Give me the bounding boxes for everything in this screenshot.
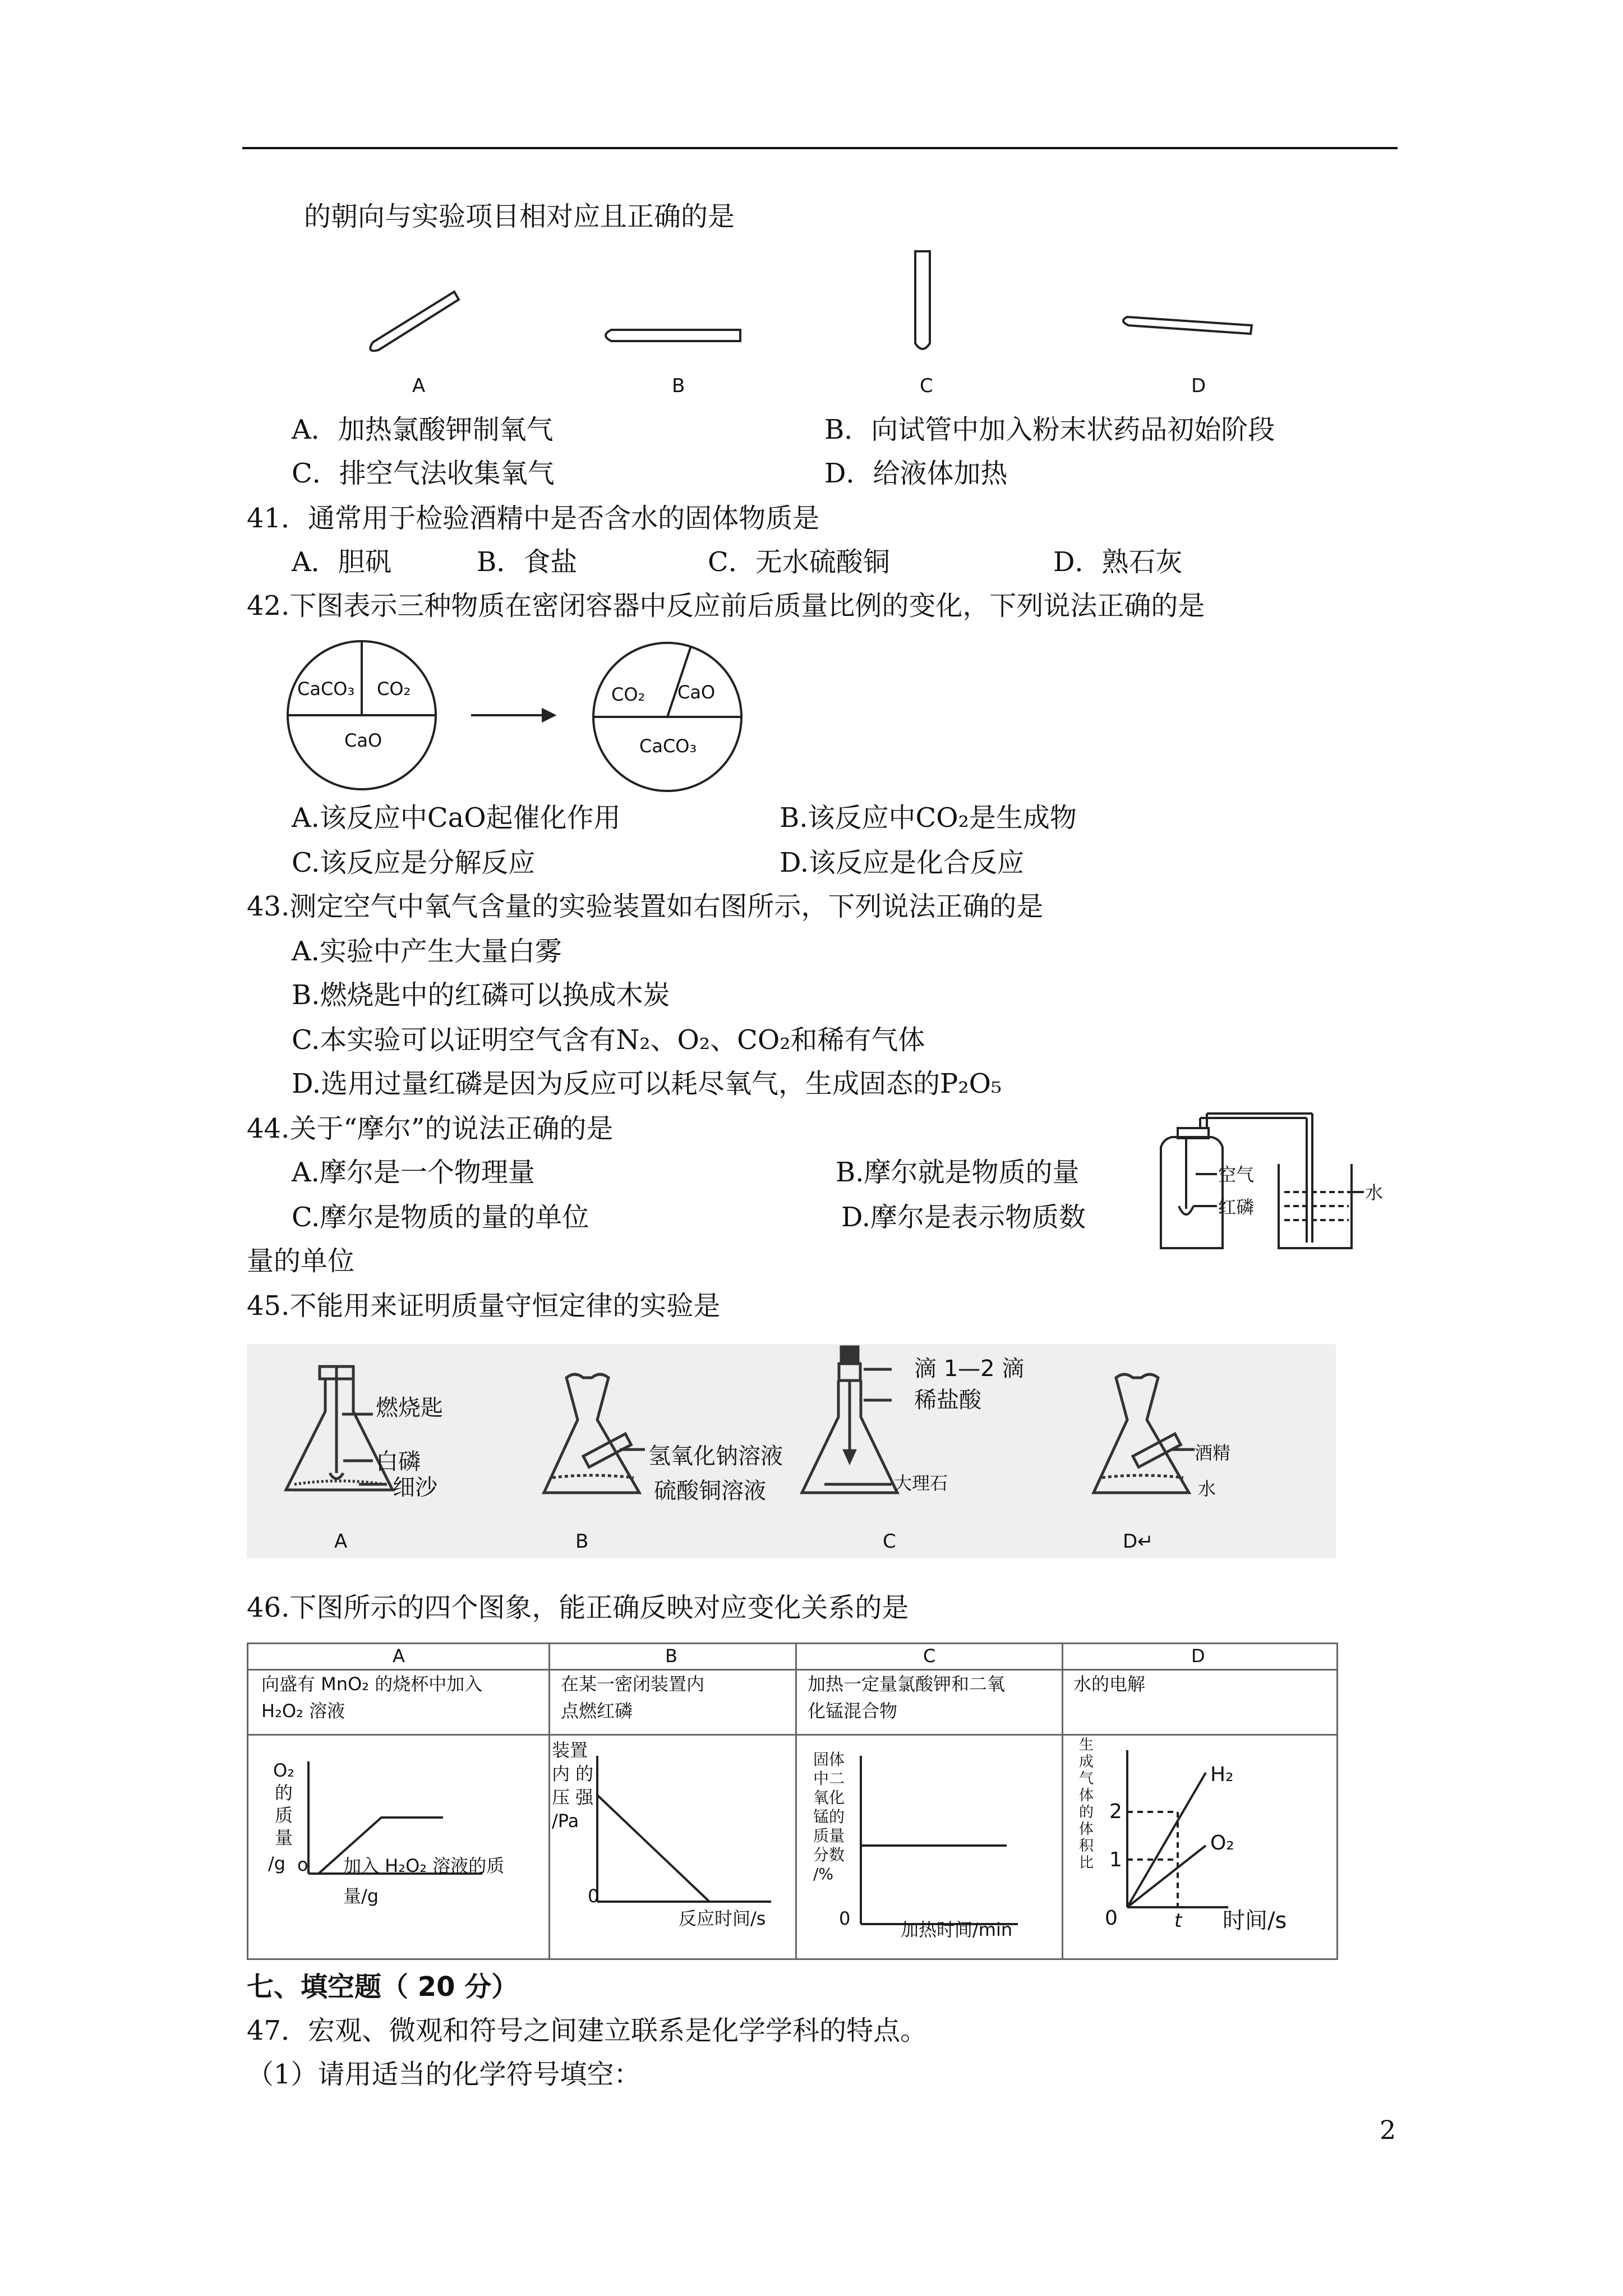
q46-col-a-desc2: H₂O₂ 溶液 (261, 1700, 345, 1722)
q46-c-ylabel-2: 氧化 (813, 1788, 845, 1807)
q45-a-white-phosphorus-label: 白磷 (376, 1449, 421, 1475)
q45-c-drop-label: 滴 1—2 滴 (914, 1356, 1025, 1382)
q46-col-b-desc1: 在某一密闭装置内 (561, 1673, 705, 1695)
q46-c-ylabel-6: /% (813, 1865, 834, 1883)
q44-option-a: A.摩尔是一个物理量 (292, 1157, 535, 1188)
pie-before-co2: CO₂ (377, 678, 411, 700)
q45-a-spoon-label: 燃烧匙 (376, 1395, 443, 1421)
q46-a-ylabel-2: 质 (274, 1805, 293, 1826)
header-rule (242, 147, 1398, 149)
q46-col-c-desc2: 化锰混合物 (808, 1700, 898, 1722)
q46-a-xlabel2: 量/g (343, 1885, 379, 1907)
q46-c-origin: 0 (839, 1908, 851, 1929)
q44-option-b: B.摩尔就是物质的量 (836, 1157, 1080, 1188)
q46-col-a-head: A (393, 1645, 405, 1667)
q46-d-ylabel-6: 积 (1079, 1838, 1094, 1855)
pie-after-cao: CaO (677, 682, 716, 703)
q46-d-ylabel-5: 体 (1079, 1821, 1094, 1838)
q46-b-ylabel-3: /Pa (552, 1810, 579, 1832)
q46-col-c-head: C (923, 1645, 936, 1667)
q43-option-b: B.燃烧匙中的红磷可以换成木炭 (292, 979, 670, 1011)
q40-fig-label-b: B (672, 375, 685, 397)
q44-stem: 44.关于“摩尔”的说法正确的是 (247, 1113, 614, 1144)
q40-fig-label-c: C (920, 375, 933, 397)
q43-option-d: D.选用过量红磷是因为反应可以耗尽氧气，生成固态的P₂O₅ (292, 1068, 1002, 1099)
q45-d-water-label: 水 (1198, 1478, 1216, 1499)
q46-c-ylabel-3: 锰的 (813, 1807, 845, 1826)
q42-option-b: B.该反应中CO₂是生成物 (780, 802, 1077, 834)
graph-d-h2-line (1127, 1773, 1206, 1907)
q46-c-ylabel-4: 质量 (813, 1826, 845, 1845)
q46-d-ylabel-4: 的 (1079, 1804, 1094, 1821)
q41-option-d: D．熟石灰 (1053, 546, 1183, 578)
q40-test-tube-figure (359, 247, 1312, 404)
q46-a-origin: o (297, 1854, 308, 1875)
pie-after-co2: CO₂ (611, 684, 645, 705)
page-number: 2 (1380, 2115, 1396, 2145)
q42-option-d: D.该反应是化合反应 (780, 847, 1025, 878)
q42-stem: 42.下图表示三种物质在密闭容器中反应前后质量比例的变化，下列说法正确的是 (247, 590, 1205, 622)
q46-b-origin: 0 (588, 1885, 600, 1907)
q46-b-xlabel: 反应时间/s (679, 1908, 766, 1929)
q45-fig-letter-a: A (334, 1530, 348, 1553)
q46-d-tick-1: 1 (1109, 1848, 1122, 1871)
q45-fig-letter-b: B (575, 1530, 589, 1553)
q46-d-h2-label: H₂ (1210, 1763, 1234, 1786)
q46-d-ylabel-1: 成 (1079, 1754, 1094, 1770)
q46-col-d-desc1: 水的电解 (1073, 1673, 1146, 1695)
q43-fig-water-label: 水 (1365, 1182, 1384, 1203)
q46-d-xlabel: 时间/s (1223, 1908, 1287, 1934)
q47-part1: （1）请用适当的化学符号填空： (247, 2059, 641, 2090)
pie-before-caco3: CaCO₃ (297, 678, 355, 700)
q45-fig-letter-d: D↵ (1123, 1530, 1154, 1553)
q46-col-c-desc1: 加热一定量氯酸钾和二氧 (808, 1673, 1006, 1695)
q42-pie-figure (286, 634, 791, 802)
q42-option-c: C.该反应是分解反应 (292, 847, 536, 878)
test-tube-c (915, 251, 930, 349)
pie-after-caco3: CaCO₃ (639, 735, 697, 757)
q45-a-sand-label: 细沙 (393, 1475, 437, 1501)
q40-option-d: D．给液体加热 (824, 458, 1008, 489)
q46-d-origin: 0 (1105, 1907, 1118, 1930)
q44-option-c: C.摩尔是物质的量的单位 (292, 1202, 589, 1233)
q40-fig-label-d: D (1191, 375, 1206, 397)
q46-stem: 46.下图所示的四个图象，能正确反映对应变化关系的是 (247, 1592, 909, 1623)
q43-stem: 43.测定空气中氧气含量的实验装置如右图所示，下列说法正确的是 (247, 891, 1044, 922)
q46-col-b-head: B (665, 1645, 677, 1667)
q44-continuation: 量的单位 (247, 1245, 355, 1277)
q45-stem: 45.不能用来证明质量守恒定律的实验是 (247, 1290, 721, 1322)
q46-b-ylabel-2: 压 强 (552, 1787, 594, 1808)
q41-option-a: A．胆矾 (292, 546, 392, 578)
q46-d-ylabel-2: 气 (1079, 1770, 1094, 1787)
q43-option-c: C.本实验可以证明空气含有N₂、O₂、CO₂和稀有气体 (292, 1024, 925, 1056)
q45-b-cuso4-label: 硫酸铜溶液 (654, 1478, 766, 1504)
jar (1161, 1137, 1223, 1248)
test-tube-a (370, 292, 459, 351)
q46-col-d-head: D (1191, 1645, 1205, 1667)
q46-d-ylabel-7: 比 (1079, 1855, 1094, 1871)
q40-option-a: A．加热氯酸钾制氧气 (292, 414, 554, 445)
graph-d-o2-line (1127, 1846, 1206, 1907)
test-tube-d (1123, 317, 1252, 334)
q46-d-ylabel-0: 生 (1079, 1737, 1094, 1754)
q46-graph-d (1060, 1733, 1335, 1958)
q41-option-b: B．食盐 (477, 546, 578, 578)
q46-c-xlabel: 加热时间/min (901, 1919, 1013, 1940)
q46-d-ylabel-3: 体 (1079, 1787, 1094, 1804)
q46-d-o2-label: O₂ (1210, 1832, 1234, 1855)
q43-fig-phosphorus-label: 红磷 (1218, 1197, 1255, 1218)
test-tube-b (606, 330, 740, 341)
q46-a-ylabel-4: /g (268, 1853, 286, 1874)
graph-b-curve (597, 1795, 709, 1902)
q46-a-ylabel-3: 量 (274, 1827, 293, 1848)
q40-option-b: B．向试管中加入粉末状药品初始阶段 (824, 414, 1275, 445)
q45-d-alcohol-label: 酒精 (1195, 1442, 1231, 1464)
q46-col-b-desc2: 点燃红磷 (561, 1700, 633, 1722)
q40-fig-label-a: A (412, 375, 426, 397)
q41-stem: 41．通常用于检验酒精中是否含水的固体物质是 (247, 503, 820, 534)
q45-b-naoh-label: 氢氧化钠溶液 (648, 1443, 783, 1469)
q46-a-xlabel1: 加入 H₂O₂ 溶液的质 (343, 1855, 505, 1876)
q46-c-ylabel-0: 固体 (813, 1750, 845, 1769)
q47-stem: 47．宏观、微观和符号之间建立联系是化学学科的特点。 (247, 2015, 928, 2046)
q46-c-ylabel-1: 中二 (813, 1769, 845, 1788)
q46-col-a-desc1: 向盛有 MnO₂ 的烧杯中加入 (261, 1673, 483, 1695)
pie-before-cao: CaO (344, 730, 382, 751)
q46-c-ylabel-5: 分数 (813, 1846, 845, 1864)
q44-option-d: D.摩尔是表示物质数 (841, 1202, 1086, 1233)
q46-d-t-mark: t (1174, 1910, 1182, 1932)
q45-c-hcl-label: 稀盐酸 (914, 1387, 981, 1413)
q46-d-tick-2: 2 (1109, 1800, 1122, 1823)
q41-option-c: C．无水硫酸铜 (708, 546, 890, 578)
q40-stem: 的朝向与实验项目相对应且正确的是 (304, 201, 735, 232)
q46-b-ylabel-0: 装置 (552, 1740, 588, 1761)
section7-title: 七、填空题（ 20 分） (247, 1971, 519, 2003)
q45-fig-letter-c: C (883, 1530, 896, 1553)
q43-apparatus-figure (1144, 1108, 1391, 1265)
q46-b-ylabel-1: 内 的 (552, 1763, 594, 1784)
q46-a-ylabel-1: 的 (274, 1782, 293, 1803)
q46-a-ylabel-0: O₂ (273, 1760, 294, 1781)
q42-option-a: A.该反应中CaO起催化作用 (292, 802, 621, 834)
q43-option-a: A.实验中产生大量白雾 (292, 936, 562, 967)
q40-option-c: C．排空气法收集氧气 (292, 458, 555, 489)
q45-c-marble-label: 大理石 (894, 1473, 948, 1494)
q43-fig-air-label: 空气 (1218, 1164, 1255, 1185)
